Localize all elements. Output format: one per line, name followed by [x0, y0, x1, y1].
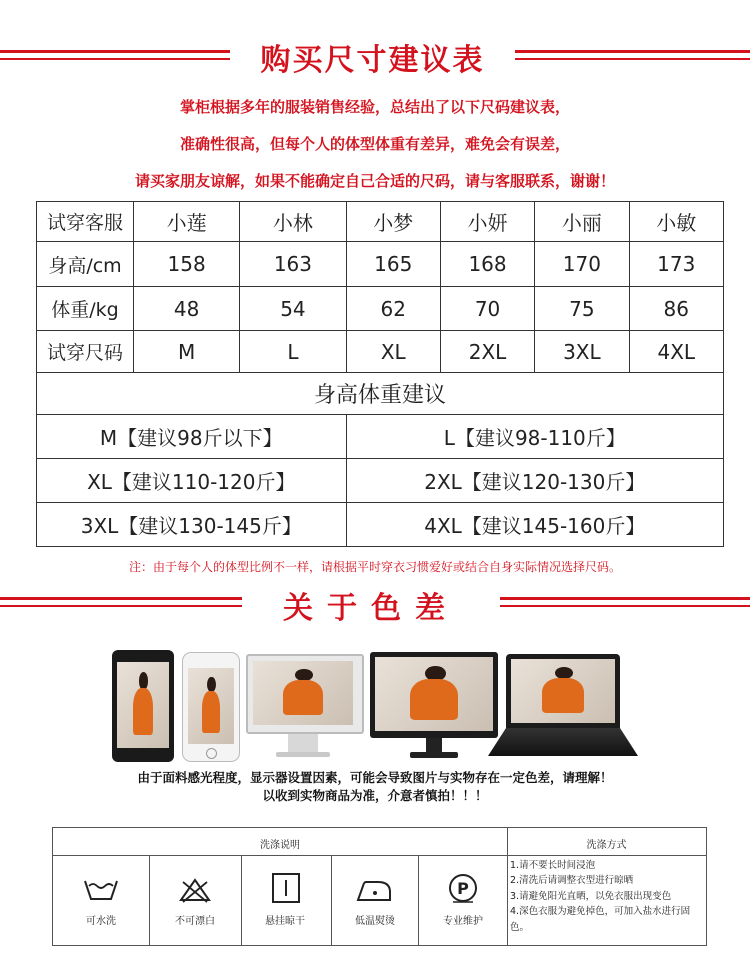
svg-text:P: P [457, 879, 469, 898]
wash-tub-icon [81, 874, 121, 906]
phone-device-2 [182, 652, 240, 762]
no-bleach-icon [175, 874, 215, 906]
care-tip: 1.请不要长时间浸泡 [510, 860, 596, 871]
header2-rule-left-top [0, 597, 242, 600]
row-header-height: 身高/cm [37, 242, 134, 287]
model-name: 小莲 [134, 202, 240, 242]
suggestion-cell: XL【建议110-120斤】 [37, 459, 347, 503]
header2-rule-right-top [500, 597, 750, 600]
care-tip: 2.清洗后请调整衣型进行晾晒 [510, 875, 634, 887]
model-name: 小敏 [629, 202, 723, 242]
suggestion-section-title: 身高体重建议 [37, 373, 724, 415]
model-weight: 86 [629, 287, 723, 331]
model-size: 3XL [535, 331, 629, 373]
model-height: 173 [629, 242, 723, 287]
model-weight: 54 [240, 287, 346, 331]
suggestion-cell: 4XL【建议145-160斤】 [346, 503, 723, 547]
intro-line-3: 请买家朋友谅解，如果不能确定自己合适的尺码，请与客服联系，谢谢！ [134, 172, 615, 190]
model-name: 小林 [240, 202, 346, 242]
model-height: 165 [346, 242, 440, 287]
header-rule-left-top [0, 50, 230, 53]
model-weight: 70 [440, 287, 534, 331]
suggestion-cell: 2XL【建议120-130斤】 [346, 459, 723, 503]
model-height: 163 [240, 242, 346, 287]
care-header-left: 洗涤说明 [260, 840, 300, 851]
care-label: 低温熨烫 [355, 916, 395, 927]
care-label: 不可漂白 [175, 916, 215, 927]
size-table [36, 201, 724, 547]
row-header-model: 试穿客服 [37, 202, 134, 242]
model-size: 2XL [440, 331, 534, 373]
model-size: XL [346, 331, 440, 373]
professional-clean-icon [443, 872, 483, 904]
suggestion-cell: M【建议98斤以下】 [37, 415, 347, 459]
header2-rule-right-bottom [500, 605, 750, 607]
model-size: 4XL [629, 331, 723, 373]
model-weight: 48 [134, 287, 240, 331]
model-height: 158 [134, 242, 240, 287]
care-label: 专业维护 [443, 916, 483, 927]
model-name: 小妍 [440, 202, 534, 242]
color-diff-caption-2: 以收到实物商品为准，介意者慎拍！！！ [262, 788, 488, 803]
model-name: 小丽 [535, 202, 629, 242]
care-label: 可水洗 [86, 916, 116, 927]
care-tip: 3.请避免阳光直晒，以免衣服出现变色 [510, 890, 672, 902]
laptop-device [488, 654, 638, 758]
header-rule-right-bottom [515, 58, 750, 60]
color-diff-title: 关于色差 [283, 591, 459, 626]
suggestion-cell: L【建议98-110斤】 [346, 415, 723, 459]
suggestion-cell: 3XL【建议130-145斤】 [37, 503, 347, 547]
imac-device [246, 654, 360, 760]
model-height: 170 [535, 242, 629, 287]
model-weight: 62 [346, 287, 440, 331]
care-header-right: 洗涤方式 [586, 840, 627, 851]
color-diff-caption-1: 由于面料感光程度，显示器设置因素，可能会导致图片与实物存在一定色差，请理解！ [137, 770, 613, 785]
row-header-size: 试穿尺码 [37, 331, 134, 373]
care-tip: 4.深色衣服为避免掉色，可加入盐水进行固色。 [510, 906, 691, 933]
model-weight: 75 [535, 287, 629, 331]
header-rule-right-top [515, 50, 750, 53]
monitor-device [370, 652, 498, 760]
care-tips [510, 858, 700, 935]
size-guide-title: 购买尺寸建议表 [260, 43, 485, 78]
hang-dry-icon [266, 872, 306, 904]
care-label: 悬挂晾干 [265, 916, 305, 927]
model-height: 168 [440, 242, 534, 287]
intro-line-1: 掌柜根据多年的服装销售经验，总结出了以下尺码建议表， [179, 98, 570, 116]
model-size: M [134, 331, 240, 373]
size-note: 注：由于每个人的体型比例不一样，请根据平时穿衣习惯爱好或结合自身实际情况选择尺码。 [128, 560, 621, 574]
low-iron-icon [354, 874, 394, 906]
row-header-weight: 体重/kg [37, 287, 134, 331]
header-rule-left-bottom [0, 58, 230, 60]
model-size: L [240, 331, 346, 373]
header2-rule-left-bottom [0, 605, 242, 607]
model-name: 小梦 [346, 202, 440, 242]
intro-line-2: 准确性很高，但每个人的体型体重有差异，难免会有误差， [179, 135, 570, 153]
phone-device-1 [112, 650, 174, 762]
